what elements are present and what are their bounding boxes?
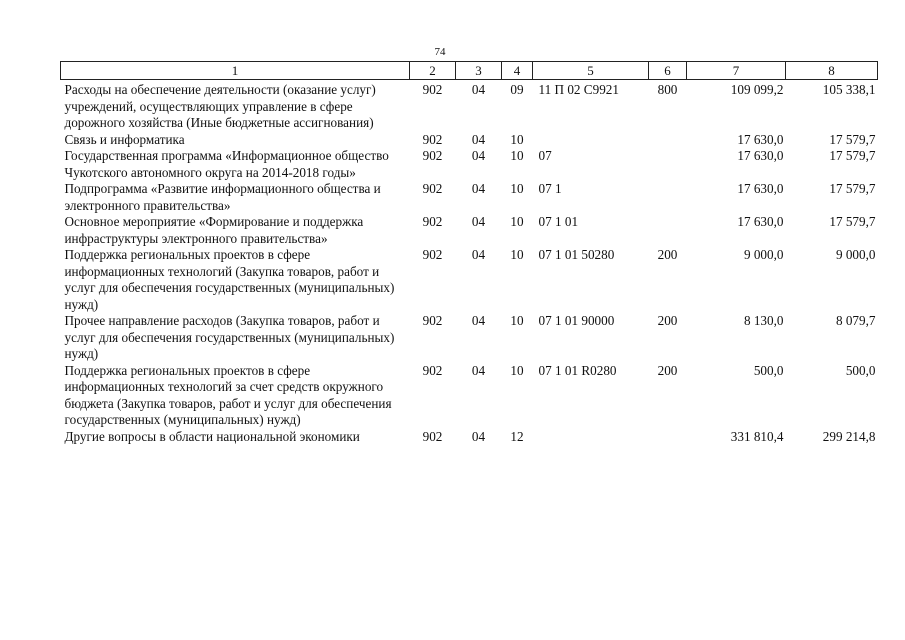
section-code: 04 [471, 148, 486, 163]
section-code: 04 [471, 82, 486, 97]
expense-type-code [649, 181, 687, 214]
subsection-code: 10 [510, 313, 524, 328]
table-row [61, 80, 878, 132]
expense-type-code: 200 [657, 247, 678, 262]
ministry-code: 902 [422, 131, 443, 147]
row-description: Поддержка региональных проектов в сфере информационных технологий (Закупка товаров, работ и услуг для обеспечения государственных (муниципальных) нужд) [64, 247, 395, 312]
page-number: 74 [434, 46, 446, 58]
executed-amount: 8 079,7 [835, 313, 876, 328]
column-header-8: 8 [786, 62, 878, 80]
subsection-code: 10 [510, 148, 524, 163]
column-header-3: 3 [456, 62, 502, 80]
column-header-2: 2 [410, 62, 456, 80]
table-row [61, 181, 878, 214]
executed-amount: 299 214,8 [822, 428, 876, 444]
table-row [61, 132, 878, 149]
section-code: 04 [471, 181, 486, 196]
section-code: 04 [471, 247, 486, 262]
executed-amount: 17 579,7 [829, 148, 876, 163]
expense-type-code: 800 [657, 82, 678, 97]
target-article-code: 11 П 02 С9921 [538, 82, 619, 97]
expense-type-code [649, 214, 687, 247]
subsection-code: 10 [510, 247, 524, 262]
subsection-code: 10 [510, 181, 524, 196]
expense-type-code [649, 429, 687, 446]
expense-type-code [649, 148, 687, 181]
subsection-code: 09 [510, 82, 524, 97]
row-description: Прочее направление расходов (Закупка товаров, работ и услуг для обеспечения государственных (муниципальных) нужд) [64, 313, 395, 361]
row-description: Государственная программа «Информационное общество Чукотского автономного округа на 2014-2018 годы» [64, 148, 389, 180]
row-description: Связь и информатика [64, 131, 185, 147]
table-row [61, 363, 878, 429]
ministry-code: 902 [422, 214, 443, 229]
column-header-5: 5 [533, 62, 649, 80]
row-description: Поддержка региональных проектов в сфере информационных технологий за счет средств окружного бюджета (Закупка товаров, работ и услуг для обеспечения государственных (муниципальных) нужд) [64, 362, 392, 427]
header-row [61, 62, 878, 80]
planned-amount: 17 630,0 [737, 131, 784, 147]
expense-type-code [649, 132, 687, 149]
column-header-6: 6 [649, 62, 687, 80]
executed-amount: 9 000,0 [835, 247, 876, 262]
section-code: 04 [471, 362, 486, 378]
ministry-code: 902 [422, 148, 443, 163]
subsection-code: 10 [510, 362, 524, 378]
planned-amount: 500,0 [753, 362, 784, 378]
planned-amount: 17 630,0 [737, 148, 784, 163]
planned-amount: 8 130,0 [743, 313, 784, 328]
column-header-4: 4 [502, 62, 533, 80]
target-article-code: 07 1 01 [538, 214, 579, 229]
executed-amount: 500,0 [845, 362, 876, 378]
subsection-code: 10 [510, 131, 524, 147]
planned-amount: 331 810,4 [730, 428, 784, 444]
table-row [61, 429, 878, 446]
section-code: 04 [471, 428, 486, 444]
subsection-code: 10 [510, 214, 524, 229]
target-article-code [533, 132, 649, 149]
target-article-code: 07 1 01 R0280 [538, 362, 617, 378]
row-description: Другие вопросы в области национальной экономики [64, 428, 360, 444]
target-article-code [533, 429, 649, 446]
planned-amount: 17 630,0 [737, 214, 784, 229]
subsection-code: 12 [510, 428, 524, 444]
planned-amount: 9 000,0 [743, 247, 784, 262]
target-article-code: 07 1 01 90000 [538, 313, 615, 328]
executed-amount: 17 579,7 [829, 131, 876, 147]
budget-table [60, 61, 878, 445]
expense-type-code: 200 [657, 313, 678, 328]
section-code: 04 [471, 214, 486, 229]
executed-amount: 17 579,7 [829, 214, 876, 229]
target-article-code: 07 1 01 50280 [538, 247, 615, 262]
table-row [61, 148, 878, 181]
table-row [61, 214, 878, 247]
expense-type-code: 200 [657, 362, 678, 378]
target-article-code: 07 [538, 148, 552, 163]
planned-amount: 109 099,2 [730, 82, 784, 97]
row-description: Основное мероприятие «Формирование и поддержка инфраструктуры электронного правительства» [64, 214, 364, 246]
ministry-code: 902 [422, 82, 443, 97]
ministry-code: 902 [422, 181, 443, 196]
ministry-code: 902 [422, 247, 443, 262]
planned-amount: 17 630,0 [737, 181, 784, 196]
row-description: Расходы на обеспечение деятельности (оказание услуг) учреждений, осуществляющих управление в сфере дорожного хозяйства (Иные бюджетные ассигнования) [64, 82, 376, 130]
ministry-code: 902 [422, 428, 443, 444]
column-header-7: 7 [687, 62, 786, 80]
row-description: Подпрограмма «Развитие информационного общества и электронного правительства» [64, 181, 381, 213]
target-article-code: 07 1 [538, 181, 562, 196]
column-header-1: 1 [61, 62, 410, 80]
ministry-code: 902 [422, 313, 443, 328]
section-code: 04 [471, 131, 486, 147]
ministry-code: 902 [422, 362, 443, 378]
section-code: 04 [471, 313, 486, 328]
executed-amount: 105 338,1 [822, 82, 876, 97]
table-row [61, 247, 878, 313]
executed-amount: 17 579,7 [829, 181, 876, 196]
table-row [61, 313, 878, 363]
